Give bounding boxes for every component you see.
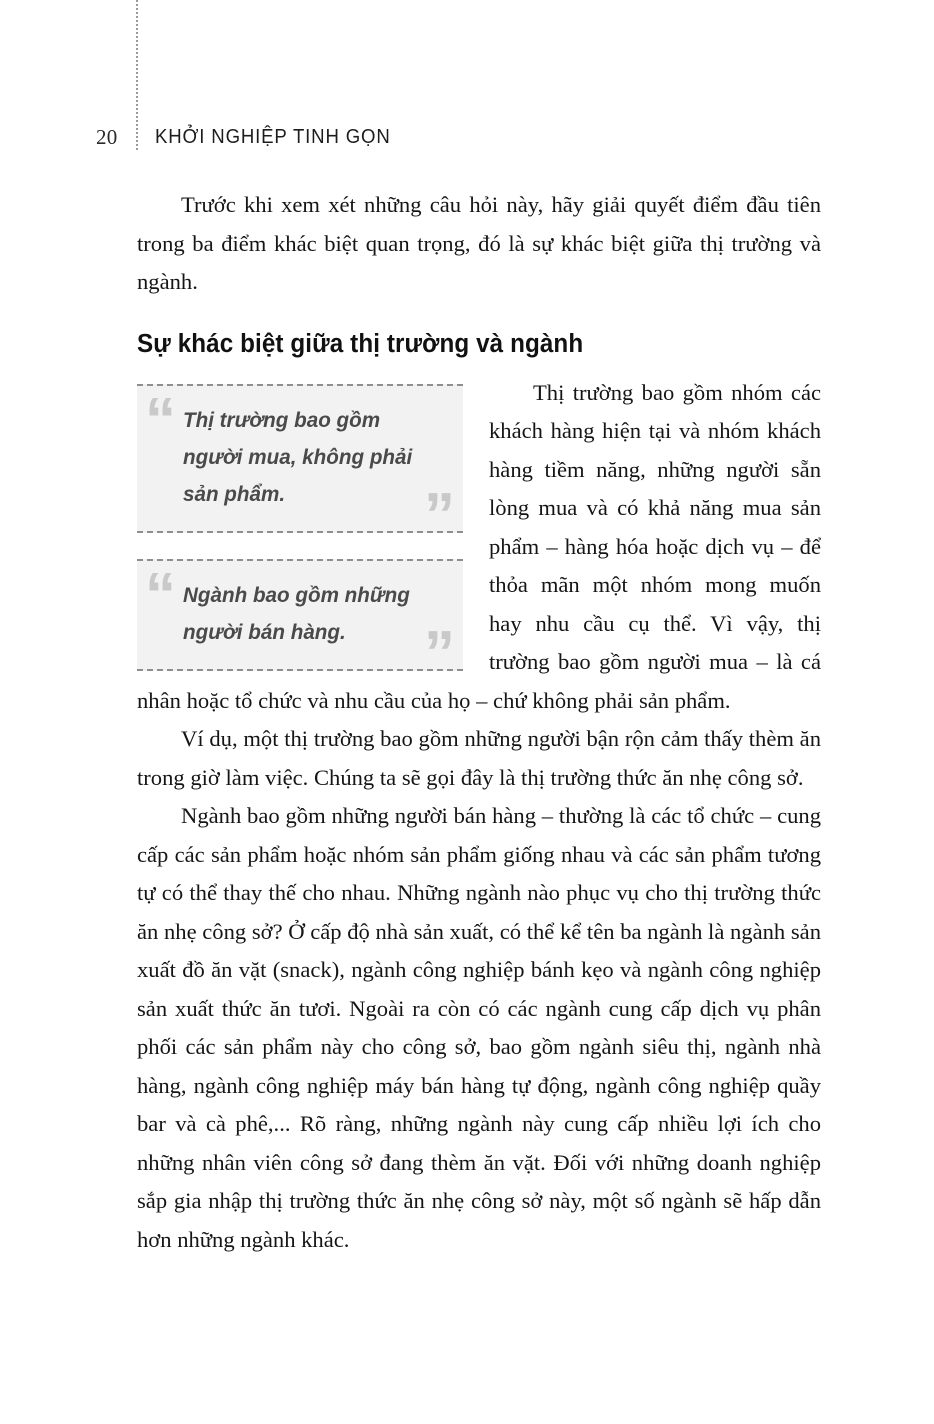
pullquote-2 [137,559,463,688]
section-heading: Sự khác biệt giữa thị trường và ngành [137,329,584,358]
running-title: KHỞI NGHIỆP TINH GỌN [155,126,391,148]
header-divider-rule [136,0,138,150]
paragraph-1: Trước khi xem xét những câu hỏi này, hãy giải quyết điểm đầu tiên trong ba điểm khác biệt quan trọng, đó là sự khác biệt giữa thị trường và ngành. [137,192,821,294]
paragraph-4: Ngành bao gồm những người bán hàng – thường là các tổ chức – cung cấp các sản phẩm hoặc nhóm sản phẩm giống nhau và các sản phẩm tương tự có thể thay thế cho nhau. Những ngành nào phục vụ cho thị trường thức ăn nhẹ công sở? Ở cấp độ nhà sản xuất, có thể kể tên ba ngành là ngành sản xuất đồ ăn vặt (snack), ngành công nghiệp bánh kẹo và ngành công nghiệp sản xuất thức ăn tươi. Ngoài ra còn có các ngành cung cấp dịch vụ phân phối các sản phẩm này cho công sở, bao gồm ngành siêu thị, ngành nhà hàng, ngành công nghiệp máy bán hàng tự động, ngành công nghiệp quầy bar và cà phê,... Rõ ràng, những ngành này cung cấp nhiều lợi ích cho những nhân viên công sở đang thèm ăn vặt. Đối với những doanh nghiệp sắp gia nhập thị trường thức ăn nhẹ công sở này, một số ngành sẽ hấp dẫn hơn những ngành khác. [137,803,821,1252]
pullquote-2-text: Ngành bao gồm những người bán hàng. [183,582,410,644]
pullquote-1 [137,384,463,550]
pullquote-1-text: Thị trường bao gồm người mua, không phải sản phẩm. [183,407,413,506]
quote-open-icon: “ [145,560,176,630]
paragraph-3: Ví dụ, một thị trường bao gồm những người bận rộn cảm thấy thèm ăn trong giờ làm việc. Chúng ta sẽ gọi đây là thị trường thức ăn nhẹ công sở. [137,726,821,790]
quote-close-icon: ” [424,618,455,688]
pullquote-stack [137,384,463,688]
text-column [137,186,821,1259]
page-number: 20 [96,125,118,149]
quote-close-icon: ” [424,480,455,550]
page-header [0,0,934,170]
paragraph-2: Thị trường bao gồm nhóm các khách hàng hiện tại và nhóm khách hàng tiềm năng, những người sẵn lòng mua và có khả năng mua sản phẩm – hàng hóa hoặc dịch vụ – để thỏa mãn một nhóm mong muốn hay nhu cầu cụ thể. Vì vậy, thị trường bao gồm người mua – là cá nhân hoặc tổ chức và nhu cầu của họ – chứ không phải sản phẩm. [137,379,821,713]
quote-open-icon: “ [145,385,176,455]
